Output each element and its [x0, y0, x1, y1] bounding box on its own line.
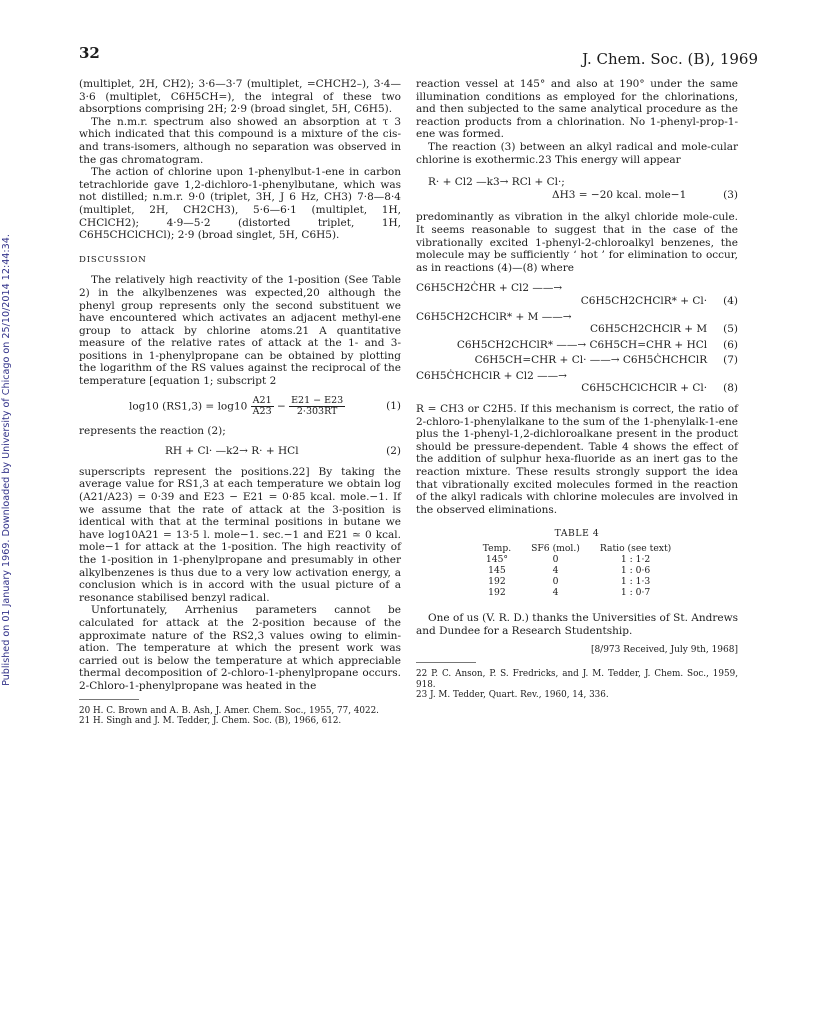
footnote-rule — [416, 662, 476, 663]
paragraph: predominantly as vibration in the alkyl chloride mole-cule. It seems reasonable to suggest that in the case of the vibrationally excited 1-phenyl-2-chloroalkyl benzenes, the molecule may be sufficiently ‘ hot ’ for elimination to occur, as in reactions (4)—(8) where — [416, 211, 738, 274]
journal-header: J. Chem. Soc. (B), 1969 — [582, 50, 758, 68]
table-cell: 1 : 1·3 — [620, 576, 651, 588]
reaction-line — [416, 382, 738, 395]
denominator: 2·303RT — [296, 405, 338, 417]
reaction-7 — [416, 354, 738, 367]
reaction-number: (4) — [723, 294, 738, 307]
equation-number: (1) — [386, 399, 401, 412]
reaction-number: (5) — [723, 323, 738, 336]
reaction-8 — [416, 370, 738, 395]
reaction-6 — [416, 339, 738, 352]
table-cell: 4 — [552, 587, 559, 599]
equation-line — [416, 189, 738, 202]
table-cell: 0 — [552, 554, 559, 566]
footnote: 22 P. C. Anson, P. S. Fredricks, and J. M. Tedder, J. Chem. Soc., 1959, 918. — [416, 669, 738, 690]
paragraph: (multiplet, 2H, CH2); 3·6—3·7 (multiplet, =CHCH2–), 3·4—3·6 (multiplet, C6H5CH=), the integral of these two absorptions comprising 2H; 2·9 (broad singlet, 5H, C6H5). — [79, 78, 401, 116]
table-cell: 145 — [488, 565, 506, 577]
table-header-row — [473, 543, 681, 554]
reaction-4 — [416, 282, 738, 307]
paragraph: R = CH3 or C2H5. If this mechanism is correct, the ratio of 2-chloro-1-phenylalkane to the sum of the 1-phenylalk-1-ene plus the 1-phenyl-1,2-dichloroalkane present in the product should be pressure-dependent. Table 4 shows the effect of the addition of sulphur hexa-fluoride as an inert gas to the reaction mixture. These results strongly support the idea that vibrationally excited molecules formed in the reaction of the alkyl radicals with chlorine molecules are involved in the observed eliminations. — [416, 403, 738, 516]
denominator: A23 — [252, 405, 272, 417]
reaction-number: (6) — [723, 338, 738, 351]
numerator: E21 − E23 — [291, 394, 344, 406]
paragraph: The action of chlorine upon 1-phenylbut-1-ene in carbon tetrachloride gave 1,2-dichloro-1-phenylbutane, which was not distilled; n.m.r. 9·0 (triplet, 3H, J 6 Hz, CH3) 7·8—8·4 (multiplet, 2H, CH2CH3), 5·6—6·1 (multiplet, 1H, CHClCH2); 4·9—5·2 (distorted triplet, 1H, C6H5CHClCHCl); 2·9 (broad singlet, 5H, C6H5). — [79, 166, 401, 242]
section-heading: DISCUSSION — [79, 254, 147, 265]
equation-number: (2) — [386, 445, 401, 458]
minus-sign: − — [276, 400, 286, 413]
equation-number: (3) — [723, 188, 738, 201]
footnote: 20 H. C. Brown and A. B. Ash, J. Amer. Chem. Soc., 1955, 77, 4022. — [79, 705, 379, 716]
table-row — [473, 554, 681, 565]
table-4 — [416, 528, 738, 598]
right-column — [416, 78, 738, 701]
table-cell: 192 — [488, 576, 506, 588]
equation-body: RH + Cl· —k2→ R· + HCl — [165, 445, 299, 458]
reaction-number: (7) — [723, 354, 738, 367]
reaction-product: C6H5CHClCHClR + Cl· — [581, 382, 708, 395]
footnote: 23 J. M. Tedder, Quart. Rev., 1960, 14, 336. — [416, 690, 609, 701]
data-table — [473, 543, 681, 598]
paragraph: The n.m.r. spectrum also showed an absorption at τ 3 which indicated that this compound is a mixture of the cis- and trans-isomers, although no separation was observed in the gas chromatogram. — [79, 115, 401, 166]
page-number: 32 — [79, 44, 100, 62]
table-row — [473, 565, 681, 576]
fraction — [289, 396, 345, 417]
equation-1 — [79, 396, 401, 417]
table-header-cell: Ratio (see text) — [599, 543, 672, 555]
table-cell: 192 — [488, 587, 506, 599]
paragraph: superscripts represent the positions.22] By taking the average value for RS1,3 at each temperature we obtain log (A21/A23) = 0·39 and E23 − E21 = 0·85 kcal. mole.−1. If we assume that the rate of attack at the 3-position is identical with that at the terminal positions in butane we have log10A21 = 13·5 l. mole−1. sec.−1 and E21 ≃ 0 kcal. mole−1 for attack at the 1-position. The high reactivity of the 1-position in 1-phenylpropane and presumably in other alkylbenzenes is thus due to a very low activation energy, a conclusion which is in accord with the usual picture of a resonance stabilised benzyl radical. — [79, 465, 401, 604]
equation-body: ΔH3 = −20 kcal. mole−1 — [552, 188, 687, 201]
reaction-line: C6H5CH2CHClR* + M ——→ — [416, 310, 572, 323]
numerator: A21 — [252, 394, 272, 406]
equation-3 — [416, 176, 738, 201]
table-header-cell: Temp. — [482, 543, 512, 555]
reaction-scheme — [416, 282, 738, 395]
table-cell: 1 : 0·6 — [620, 565, 651, 577]
reaction-line: C6H5CH2ĊHR + Cl2 ——→ — [416, 282, 563, 295]
equation-body — [79, 396, 345, 417]
reaction-product: C6H5CH2CHClR + M — [589, 323, 708, 336]
equation-2 — [79, 445, 401, 458]
footnote: 21 H. Singh and J. M. Tedder, J. Chem. Soc. (B), 1966, 612. — [79, 716, 342, 727]
table-row — [473, 587, 681, 598]
table-row — [473, 576, 681, 587]
table-cell: 1 : 0·7 — [620, 587, 651, 599]
paragraph: The reaction (3) between an alkyl radical and mole-cular chlorine is exothermic.23 This energy will appear — [416, 140, 738, 166]
left-column — [79, 78, 401, 727]
reaction-product: C6H5CH2CHClR* + Cl· — [580, 294, 708, 307]
table-cell: 145° — [485, 554, 509, 566]
table-cell: 0 — [552, 576, 559, 588]
paragraph: represents the reaction (2); — [79, 424, 226, 437]
reaction-line — [416, 323, 738, 336]
reaction-line: C6H5CH2CHClR* ——→ C6H5CH=CHR + HCl — [456, 338, 708, 351]
reaction-line: C6H5CH=CHR + Cl· ——→ C6H5ĊHCHClR — [474, 354, 708, 367]
equation-lhs: log10 (RS1,3) = log10 — [129, 400, 248, 413]
paragraph: reaction vessel at 145° and also at 190° under the same illumination conditions as employed for the chlorinations, and then subjected to the same analytical procedure as the reaction products from a chlorination. No 1-phenyl-prop-1-ene was formed. — [416, 78, 738, 141]
acknowledgement: One of us (V. R. D.) thanks the Universities of St. Andrews and Dundee for a Research Studentship. — [416, 612, 738, 637]
table-header-cell: SF6 (mol.) — [531, 543, 580, 555]
reaction-number: (8) — [723, 382, 738, 395]
equation-line: R· + Cl2 —k3→ RCl + Cl·; — [428, 176, 565, 189]
reaction-5 — [416, 311, 738, 336]
paragraph: The relatively high reactivity of the 1-position (See Table 2) in the alkylbenzenes was expected,20 although the phenyl group represents only the second substituent we have encountered which activates an adjacent methyl-ene group to attack by chlorine atoms.21 A quantitative measure of the relative rates of attack at the 1- and 3-positions in 1-phenylpropane can be obtained by plotting the logarithm of the RS values against the reciprocal of the temperature [equation 1; subscript 2 — [79, 274, 401, 388]
paragraph: Unfortunately, Arrhenius parameters cannot be calculated for attack at the 2-position because of the approximate nature of the RS2,3 values owing to elimin-ation. The temperature at which the present work was carried out is below the temperature at which appreciable thermal decomposition of 2-chloro-1-phenylpropane occurs. 2-Chloro-1-phenylpropane was heated in the — [79, 604, 401, 692]
table-cell: 1 : 1·2 — [620, 554, 651, 566]
table-title: TABLE 4 — [554, 528, 600, 540]
reaction-line — [416, 295, 738, 308]
footnote-rule — [79, 699, 139, 700]
received-date: [8/973 Received, July 9th, 1968] — [590, 644, 738, 655]
table-cell: 4 — [552, 565, 559, 577]
publication-side-note: Published on 01 January 1969. Downloaded by University of Chicago on 25/10/2014 12:44:34. — [1, 234, 12, 686]
reaction-line: C6H5ĊHCHClR + Cl2 ——→ — [416, 369, 567, 382]
fraction — [251, 396, 274, 417]
